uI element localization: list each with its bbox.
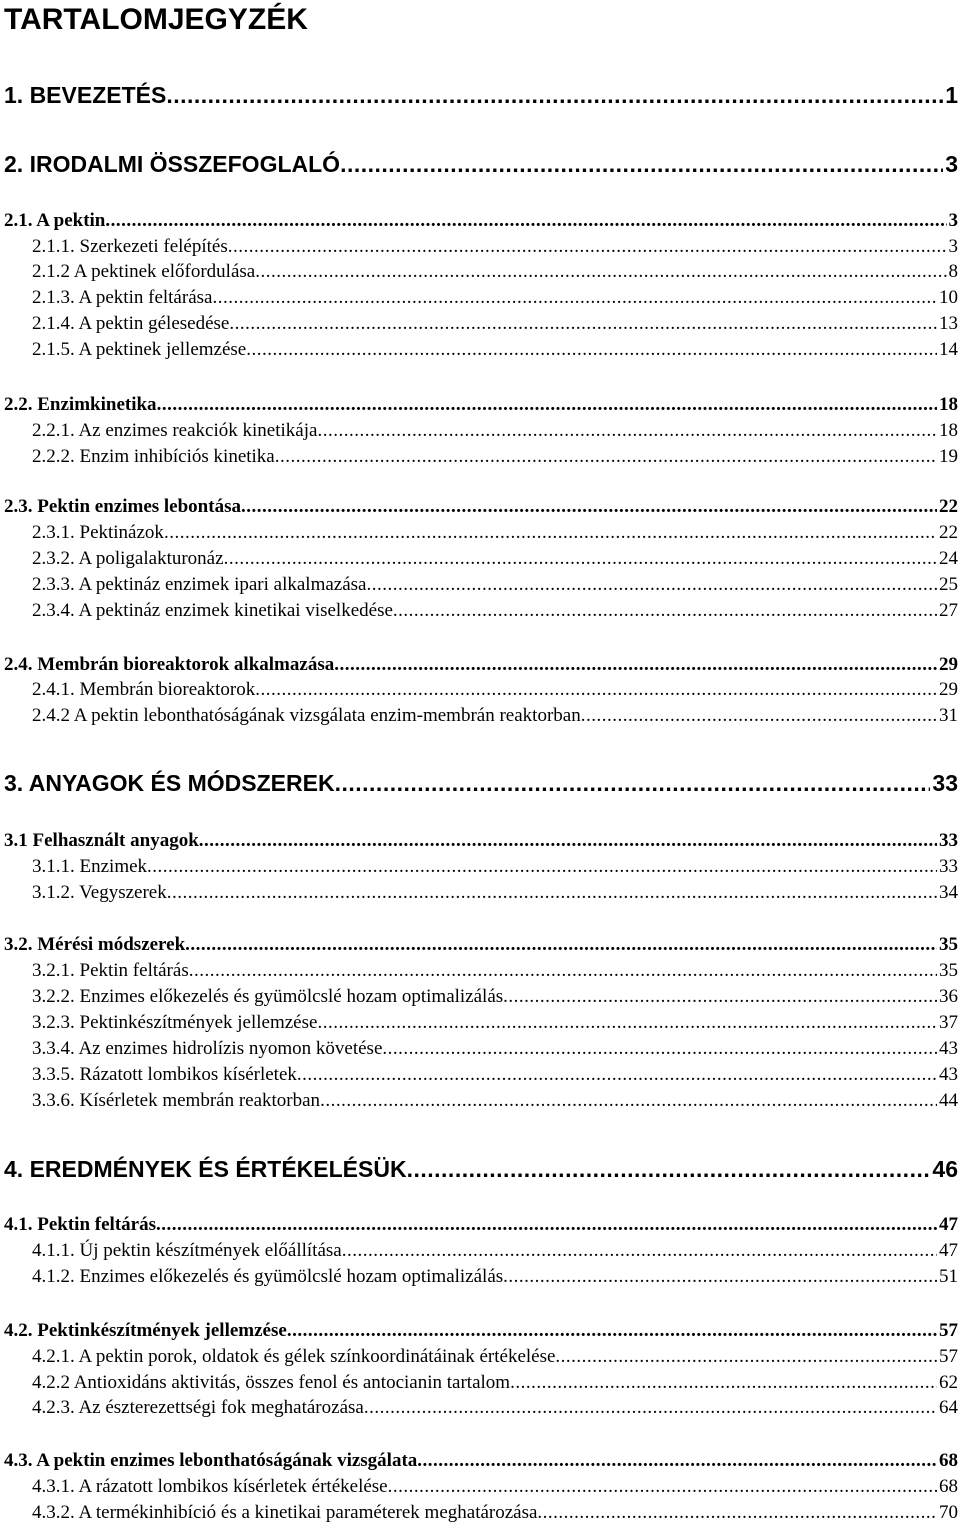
toc-entry[interactable] [32, 260, 958, 284]
toc-entry-title: 2.2. Enzimkinetika [4, 394, 157, 415]
toc-entry-page: 68 [939, 1450, 958, 1471]
dot-leader [147, 855, 937, 879]
toc-entry[interactable] [4, 653, 958, 677]
toc-entry[interactable] [32, 1345, 958, 1369]
dot-leader [275, 445, 937, 469]
toc-entry-title: 4.1.1. Új pektin készítmények előállítása [32, 1240, 342, 1261]
toc-entry[interactable] [32, 312, 958, 336]
dot-leader [287, 1319, 937, 1343]
toc-entry[interactable] [4, 80, 958, 110]
toc-entry-title: 4.3. A pektin enzimes lebonthatóságának vizsgálata [4, 1450, 418, 1471]
dot-leader [367, 573, 938, 597]
toc-entry-page: 18 [939, 394, 958, 415]
toc-entry-page: 29 [939, 679, 958, 700]
toc-entry-page: 8 [948, 261, 958, 282]
toc-entry-page: 47 [939, 1240, 958, 1261]
toc-entry-page: 35 [939, 960, 958, 981]
toc-entry-title: 3.1.1. Enzimek [32, 856, 148, 877]
dot-leader [340, 149, 943, 179]
dot-leader [189, 959, 937, 983]
toc-entry-title: 3.2.2. Enzimes előkezelés és gyümölcslé hozam optimalizálás [32, 986, 504, 1007]
toc-entry-title: 2.1. A pektin [4, 210, 106, 231]
dot-leader [224, 547, 937, 571]
dot-leader [503, 985, 937, 1009]
toc-entry[interactable] [32, 521, 958, 545]
toc-entry-page: 35 [939, 934, 958, 955]
toc-entry[interactable] [4, 495, 958, 519]
toc-entry-page: 14 [939, 339, 958, 360]
toc-entry[interactable] [32, 1239, 958, 1263]
toc-entry-title: 1. BEVEZETÉS [4, 82, 167, 108]
toc-entry-page: 64 [939, 1397, 958, 1418]
toc-entry-page: 33 [939, 830, 958, 851]
toc-entry-page: 34 [939, 882, 958, 903]
toc-entry[interactable] [4, 768, 958, 798]
dot-leader [255, 678, 937, 702]
toc-entry[interactable] [32, 599, 958, 623]
dot-leader [229, 312, 937, 336]
toc-entry-title: 4. EREDMÉNYEK ÉS ÉRTÉKELÉSÜK [4, 1156, 407, 1182]
dot-leader [417, 1449, 937, 1473]
toc-entry-title: 3.2. Mérési módszerek [4, 934, 186, 955]
dot-leader [382, 1037, 937, 1061]
toc-entry-page: 37 [939, 1012, 958, 1033]
toc-entry[interactable] [4, 1213, 958, 1237]
toc-entry-page: 68 [939, 1476, 958, 1497]
toc-entry-page: 3 [948, 236, 958, 257]
toc-entry-page: 70 [939, 1502, 958, 1523]
toc-entry-title: 3.1.2. Vegyszerek [32, 882, 167, 903]
dot-leader [335, 768, 931, 798]
dot-leader [212, 286, 937, 310]
toc-entry[interactable] [32, 1265, 958, 1289]
dot-leader [342, 1239, 937, 1263]
toc-entry[interactable] [4, 1154, 958, 1184]
toc-entry-title: 2.4. Membrán bioreaktorok alkalmazása [4, 654, 335, 675]
toc-entry[interactable] [32, 1501, 958, 1525]
toc-entry[interactable] [4, 149, 958, 179]
toc-entry[interactable] [32, 1037, 958, 1061]
dot-leader [199, 829, 937, 853]
toc-entry-title: 3.2.3. Pektinkészítmények jellemzése [32, 1012, 318, 1033]
toc-entry[interactable] [32, 1371, 958, 1395]
toc-entry[interactable] [32, 959, 958, 983]
page-title: TARTALOMJEGYZÉK [4, 3, 308, 36]
toc-entry-title: 3.1 Felhasznált anyagok [4, 830, 199, 851]
toc-entry-title: 2.3.1. Pektinázok [32, 522, 164, 543]
toc-entry-title: 2.3. Pektin enzimes lebontása [4, 496, 241, 517]
dot-leader [228, 235, 947, 259]
toc-entry[interactable] [32, 1396, 958, 1420]
toc-entry-page: 25 [939, 574, 958, 595]
toc-entry-title: 4.2.3. Az észterezettségi fok meghatározása [32, 1397, 364, 1418]
dot-leader [164, 521, 937, 545]
toc-entry[interactable] [32, 338, 958, 362]
toc-entry[interactable] [4, 829, 958, 853]
toc-entry-page: 33 [939, 856, 958, 877]
dot-leader [241, 495, 937, 519]
dot-leader [407, 1154, 931, 1184]
toc-entry[interactable] [32, 1011, 958, 1035]
toc-entry-page: 43 [939, 1064, 958, 1085]
toc-entry-title: 3.3.4. Az enzimes hidrolízis nyomon követése [32, 1038, 383, 1059]
toc-entry-page: 46 [932, 1156, 958, 1182]
dot-leader [166, 80, 943, 110]
dot-leader [297, 1063, 937, 1087]
toc-entry-title: 2.1.4. A pektin gélesedése [32, 313, 230, 334]
toc-entry-page: 36 [939, 986, 958, 1007]
toc-entry[interactable] [32, 881, 958, 905]
dot-leader [317, 1011, 937, 1035]
toc-entry-page: 33 [932, 770, 958, 796]
toc-entry[interactable] [4, 1319, 958, 1343]
toc-entry-title: 2.4.1. Membrán bioreaktorok [32, 679, 256, 700]
dot-leader [317, 419, 937, 443]
dot-leader [364, 1396, 937, 1420]
toc-entry-page: 3 [948, 210, 958, 231]
toc-entry-title: 2. IRODALMI ÖSSZEFOGLALÓ [4, 151, 341, 177]
toc-entry-title: 2.3.2. A poligalakturonáz [32, 548, 224, 569]
dot-leader [503, 1265, 937, 1289]
dot-leader [555, 1345, 937, 1369]
toc-entry-title: 4.2. Pektinkészítmények jellemzése [4, 1320, 287, 1341]
dot-leader [334, 653, 937, 677]
toc-entry-page: 24 [939, 548, 958, 569]
toc-entry-page: 43 [939, 1038, 958, 1059]
toc-entry-title: 4.2.1. A pektin porok, oldatok és gélek színkoordinátáinak értékelése [32, 1346, 556, 1367]
toc-entry-title: 3. ANYAGOK ÉS MÓDSZEREK [4, 770, 335, 796]
toc-entry[interactable] [32, 235, 958, 259]
toc-entry[interactable] [32, 1475, 958, 1499]
toc-entry-page: 3 [945, 151, 958, 177]
toc-entry-title: 2.3.4. A pektináz enzimek kinetikai viselkedése [32, 600, 393, 621]
toc-entry-page: 47 [939, 1214, 958, 1235]
toc-entry[interactable] [4, 1449, 958, 1473]
toc-entry-title: 4.1.2. Enzimes előkezelés és gyümölcslé hozam optimalizálás [32, 1266, 504, 1287]
toc-entry[interactable] [32, 855, 958, 879]
toc-entry-title: 4.1. Pektin feltárás [4, 1214, 156, 1235]
toc-entry[interactable] [4, 393, 958, 417]
toc-entry-title: 2.3.3. A pektináz enzimek ipari alkalmazása [32, 574, 367, 595]
toc-entry[interactable] [32, 704, 958, 728]
toc-entry[interactable] [32, 445, 958, 469]
toc-entry[interactable] [4, 933, 958, 957]
toc-entry[interactable] [32, 419, 958, 443]
dot-leader [510, 1371, 937, 1395]
toc-entry-title: 3.3.5. Rázatott lombikos kísérletek [32, 1064, 297, 1085]
dot-leader [246, 338, 937, 362]
toc-entry-title: 2.1.5. A pektinek jellemzése [32, 339, 247, 360]
toc-entry-page: 27 [939, 600, 958, 621]
toc-entry-page: 13 [939, 313, 958, 334]
toc-entry-page: 62 [939, 1372, 958, 1393]
toc-entry-page: 18 [939, 420, 958, 441]
dot-leader [105, 209, 946, 233]
toc-entry[interactable] [32, 1089, 958, 1113]
toc-entry[interactable] [32, 1063, 958, 1087]
dot-leader [157, 393, 937, 417]
toc-entry-page: 57 [939, 1320, 958, 1341]
dot-leader [393, 599, 937, 623]
toc-entry-page: 1 [945, 82, 958, 108]
toc-entry-page: 31 [939, 705, 958, 726]
dot-leader [167, 881, 937, 905]
toc-entry-title: 3.2.1. Pektin feltárás [32, 960, 189, 981]
toc-entry[interactable] [32, 286, 958, 310]
toc-entry[interactable] [32, 985, 958, 1009]
toc-entry-page: 29 [939, 654, 958, 675]
toc-entry-title: 2.1.3. A pektin feltárása [32, 287, 213, 308]
toc-entry-title: 3.3.6. Kísérletek membrán reaktorban [32, 1090, 321, 1111]
toc-entry[interactable] [4, 209, 958, 233]
toc-entry-page: 44 [939, 1090, 958, 1111]
toc-entry-title: 4.3.1. A rázatott lombikos kísérletek értékelése [32, 1476, 388, 1497]
dot-leader [581, 704, 937, 728]
toc-entry-title: 4.3.2. A termékinhibíció és a kinetikai paraméterek meghatározása [32, 1502, 538, 1523]
toc-entry[interactable] [32, 573, 958, 597]
toc-entry[interactable] [32, 678, 958, 702]
toc-entry-title: 2.1.1. Szerkezeti felépítés [32, 236, 228, 257]
toc-entry-title: 2.2.1. Az enzimes reakciók kinetikája [32, 420, 318, 441]
toc-entry-page: 10 [939, 287, 958, 308]
dot-leader [320, 1089, 937, 1113]
dot-leader [255, 260, 946, 284]
toc-entry-title: 2.1.2 A pektinek előfordulása [32, 261, 256, 282]
toc-entry-page: 19 [939, 446, 958, 467]
toc-entry-page: 57 [939, 1346, 958, 1367]
toc-entry[interactable] [32, 547, 958, 571]
toc-entry-page: 22 [939, 522, 958, 543]
dot-leader [537, 1501, 937, 1525]
toc-entry-title: 4.2.2 Antioxidáns aktivitás, összes fenol és antocianin tartalom [32, 1372, 511, 1393]
toc-entry-page: 51 [939, 1266, 958, 1287]
dot-leader [156, 1213, 937, 1237]
dot-leader [388, 1475, 937, 1499]
toc-entry-page: 22 [939, 496, 958, 517]
toc-entry-title: 2.2.2. Enzim inhibíciós kinetika [32, 446, 275, 467]
dot-leader [185, 933, 937, 957]
toc-entry-title: 2.4.2 A pektin lebonthatóságának vizsgálata enzim-membrán reaktorban [32, 705, 581, 726]
